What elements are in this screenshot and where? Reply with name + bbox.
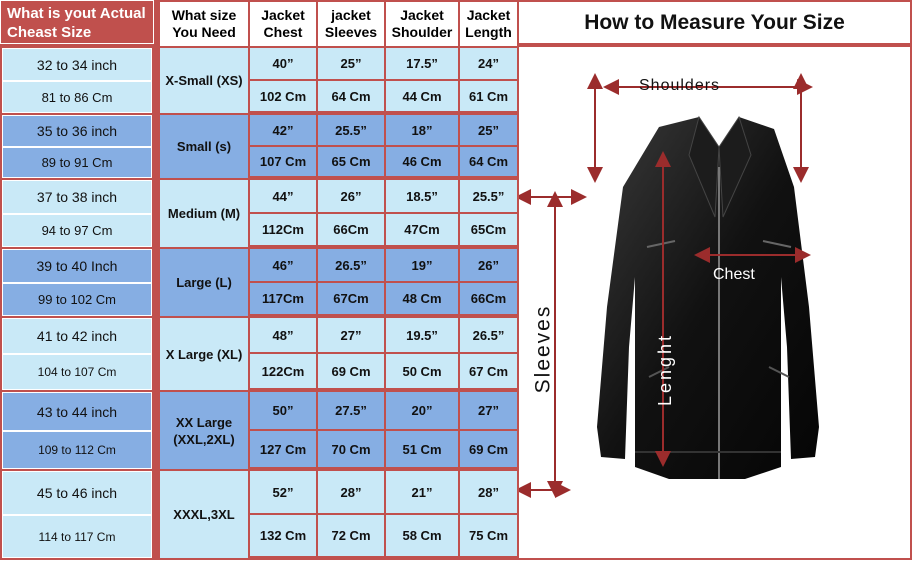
jacket-sleeves-cm-cell: 67Cm [318,283,384,314]
jacket-chest-in-cell: 46” [250,249,316,281]
size-label-cell: X-Small (XS) [160,48,248,113]
jacket-shoulder-header: Jacket Shoulder [386,2,458,46]
chest-cm-cell: 109 to 112 Cm [2,431,152,469]
jacket-sleeves-cm-cell: 64 Cm [318,81,384,111]
size-label-cell: Medium (M) [160,180,248,247]
jacket-chest-cm-cell: 127 Cm [250,431,316,467]
measure-title: How to Measure Your Size [519,2,910,43]
chest-inch-cell: 43 to 44 inch [2,392,152,431]
jacket-sleeves-in-cell: 27.5” [318,392,384,429]
jacket-shoulder-cm-cell: 46 Cm [386,147,458,176]
jacket-length-in-cell: 28” [460,471,517,513]
jacket-length-in-cell: 25” [460,115,517,145]
jacket-length-cm-cell: 67 Cm [460,354,517,388]
length-label: Lenght [655,332,676,407]
jacket-sleeves-cm-cell: 65 Cm [318,147,384,176]
jacket-shoulder-cm-cell: 47Cm [386,214,458,245]
jacket-shoulder-in-cell: 19.5” [386,318,458,352]
jacket-sleeves-in-cell: 28” [318,471,384,513]
jacket-sleeves-in-cell: 26” [318,180,384,212]
jacket-shoulder-cm-cell: 48 Cm [386,283,458,314]
jacket-length-cm-cell: 75 Cm [460,515,517,556]
jacket-length-cm-cell: 66Cm [460,283,517,314]
size-label-cell: Large (L) [160,249,248,316]
jacket-length-cm-cell: 61 Cm [460,81,517,111]
jacket-length-in-cell: 26.5” [460,318,517,352]
jacket-shoulder-cm-cell: 51 Cm [386,431,458,467]
jacket-chest-cm-cell: 132 Cm [250,515,316,556]
size-needed-header: What size You Need [160,2,248,46]
jacket-length-in-cell: 24” [460,48,517,79]
chest-inch-cell: 37 to 38 inch [2,180,152,214]
jacket-chest-cm-cell: 122Cm [250,354,316,388]
jacket-chest-in-cell: 42” [250,115,316,145]
chest-size-header: What is yout Actual Cheast Size [0,0,154,44]
jacket-sleeves-cm-cell: 72 Cm [318,515,384,556]
jacket-shoulder-cm-cell: 50 Cm [386,354,458,388]
chest-label: Chest [713,266,755,283]
jacket-chest-in-cell: 44” [250,180,316,212]
jacket-length-in-cell: 27” [460,392,517,429]
jacket-shoulder-cm-cell: 44 Cm [386,81,458,111]
chest-inch-cell: 32 to 34 inch [2,48,152,81]
jacket-shoulder-in-cell: 21” [386,471,458,513]
jacket-chest-in-cell: 50” [250,392,316,429]
jacket-icon [597,117,819,479]
jacket-sleeves-cm-cell: 70 Cm [318,431,384,467]
chest-inch-cell: 35 to 36 inch [2,115,152,147]
chest-cm-cell: 104 to 107 Cm [2,354,152,390]
jacket-chest-cm-cell: 112Cm [250,214,316,245]
jacket-sleeves-cm-cell: 66Cm [318,214,384,245]
jacket-drawing [519,47,910,558]
jacket-sleeves-in-cell: 25.5” [318,115,384,145]
jacket-shoulder-in-cell: 19” [386,249,458,281]
jacket-chest-in-cell: 40” [250,48,316,79]
size-label-cell: XXXL,3XL [160,471,248,558]
jacket-chest-in-cell: 52” [250,471,316,513]
size-label-cell: XX Large (XXL,2XL) [160,392,248,469]
jacket-shoulder-cm-cell: 58 Cm [386,515,458,556]
chest-cm-cell: 114 to 117 Cm [2,515,152,558]
jacket-shoulder-in-cell: 17.5” [386,48,458,79]
shoulders-label: Shoulders [639,77,721,94]
jacket-length-cm-cell: 64 Cm [460,147,517,176]
jacket-length-header: Jacket Length [460,2,517,46]
size-label-cell: X Large (XL) [160,318,248,390]
jacket-chest-cm-cell: 107 Cm [250,147,316,176]
chest-inch-cell: 45 to 46 inch [2,471,152,515]
jacket-length-in-cell: 25.5” [460,180,517,212]
jacket-chest-in-cell: 48” [250,318,316,352]
chest-cm-cell: 89 to 91 Cm [2,147,152,178]
chest-inch-cell: 41 to 42 inch [2,318,152,354]
jacket-shoulder-in-cell: 20” [386,392,458,429]
chest-cm-cell: 94 to 97 Cm [2,214,152,247]
jacket-shoulder-in-cell: 18” [386,115,458,145]
jacket-length-cm-cell: 65Cm [460,214,517,245]
jacket-sleeves-in-cell: 26.5” [318,249,384,281]
chest-inch-cell: 39 to 40 Inch [2,249,152,283]
size-label-cell: Small (s) [160,115,248,178]
jacket-sleeves-in-cell: 25” [318,48,384,79]
jacket-chest-header: Jacket Chest [250,2,316,46]
sleeves-label: Sleeves [531,304,555,394]
jacket-sleeves-cm-cell: 69 Cm [318,354,384,388]
jacket-length-in-cell: 26” [460,249,517,281]
jacket-illustration [519,47,910,558]
jacket-chest-cm-cell: 117Cm [250,283,316,314]
jacket-length-cm-cell: 69 Cm [460,431,517,467]
jacket-shoulder-in-cell: 18.5” [386,180,458,212]
jacket-chest-cm-cell: 102 Cm [250,81,316,111]
jacket-sleeves-header: jacket Sleeves [318,2,384,46]
chest-cm-cell: 99 to 102 Cm [2,283,152,316]
jacket-sleeves-in-cell: 27” [318,318,384,352]
chest-cm-cell: 81 to 86 Cm [2,81,152,113]
